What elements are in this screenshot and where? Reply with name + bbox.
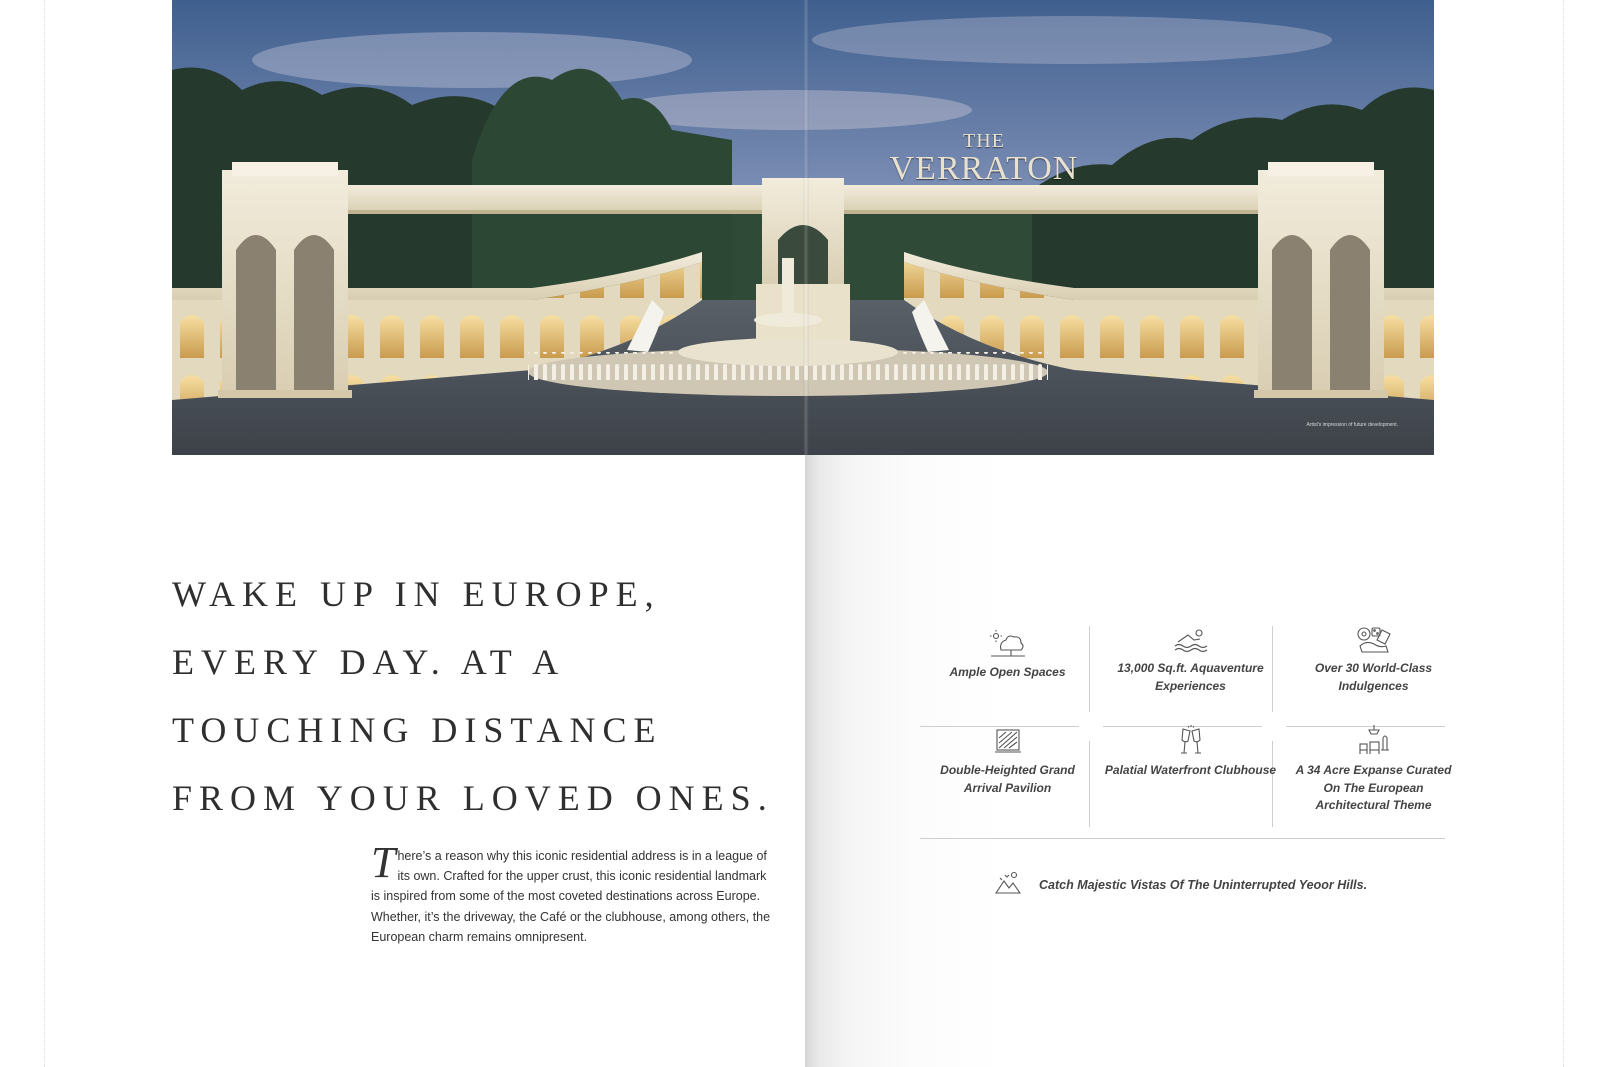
amenity-label: Ample Open Spaces xyxy=(949,665,1066,679)
amenity-label: Over 30 World-Class Indulgences xyxy=(1314,661,1433,693)
amenity-label: Palatial Waterfront Clubhouse xyxy=(1104,763,1277,777)
vista-label: Catch Majestic Vistas Of The Uninterrupted Yeoor Hills. xyxy=(1039,877,1368,892)
left-tower xyxy=(218,162,352,398)
intro-text: here’s a reason why this iconic residential address is in a league of its own. Crafted for the upper crust, this iconic residential landmark is inspired from some of the most coveted destinations across Europe. Whether, it’s the driveway, the Café or the clubhouse, among others, the European charm remains omnipresent. xyxy=(371,849,771,944)
headline-line: EVERY DAY. AT A xyxy=(172,642,566,682)
european-theme-icon xyxy=(1286,724,1461,756)
spread-gutter xyxy=(803,0,809,455)
amenity-label: Double-Heighted Grand Arrival Pavilion xyxy=(940,763,1075,795)
amenity-item xyxy=(1103,622,1278,695)
amenity-item xyxy=(920,724,1095,797)
amenity-item xyxy=(1103,724,1278,780)
hills-icon xyxy=(995,869,1021,900)
drop-cap: T xyxy=(371,838,396,887)
left-page-edge xyxy=(44,0,45,1067)
vista-row xyxy=(995,869,1367,900)
open-spaces-icon xyxy=(920,626,1095,658)
headline-line: WAKE UP IN EUROPE, xyxy=(172,574,661,614)
sign-prefix: THE xyxy=(963,130,1005,152)
image-disclaimer: Artist's impression of future development. xyxy=(1306,422,1398,428)
sign-name: VERRATON xyxy=(889,150,1079,187)
indulgences-icon xyxy=(1286,622,1461,654)
pavilion-icon xyxy=(920,724,1095,756)
amenity-item xyxy=(920,626,1095,682)
gate-sign xyxy=(874,131,1094,187)
amenity-label: A 34 Acre Expanse Curated On The European Architectural Theme xyxy=(1295,763,1452,812)
clubhouse-toast-icon xyxy=(1103,724,1278,756)
right-page-edge xyxy=(1563,0,1564,1067)
headline-line: TOUCHING DISTANCE xyxy=(172,710,663,750)
amenity-item xyxy=(1286,724,1461,815)
intro-paragraph xyxy=(371,838,771,947)
right-tower xyxy=(1254,162,1388,398)
grid-divider xyxy=(920,838,1445,839)
headline-line: FROM YOUR LOVED ONES. xyxy=(172,778,774,818)
amenity-label: 13,000 Sq.ft. Aquaventure Experiences xyxy=(1117,661,1264,693)
amenity-item xyxy=(1286,622,1461,695)
swimming-icon xyxy=(1103,622,1278,654)
headline xyxy=(172,560,774,832)
